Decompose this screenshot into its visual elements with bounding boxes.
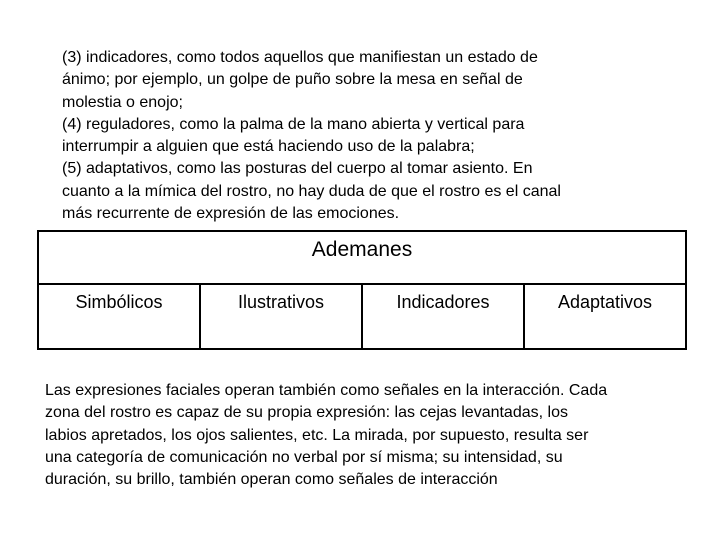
paragraph-line: (3) indicadores, como todos aquellos que manifiestan un estado de [62,49,538,66]
category-adaptativos: Adaptativos [557,292,653,312]
category-simbolicos: Simbólicos [39,285,201,348]
paragraph-line: zona del rostro es capaz de su propia expresión: las cejas levantadas, los [45,404,568,422]
top-paragraph [62,47,561,225]
paragraph-line: interrumpir a alguien que está haciendo uso de la palabra; [62,138,475,156]
paragraph-line: cuanto a la mímica del rostro, no hay duda de que el rostro es el canal [62,182,561,200]
diagram-title: Ademanes [39,232,685,285]
paragraph-line: ánimo; por ejemplo, un golpe de puño sobre la mesa en señal de [62,71,523,89]
paragraph-line: molestia o enojo; [62,93,183,111]
paragraph-line: Las expresiones faciales operan también como señales en la interacción. Cada [45,382,608,399]
ademanes-diagram [37,230,687,350]
category-indicadores: Indicadores [363,285,525,348]
bottom-paragraph [45,380,607,491]
paragraph-line: (4) reguladores, como la palma de la mano abierta y vertical para [62,115,525,133]
category-ilustrativos: Ilustrativos [201,285,363,348]
diagram-categories [39,285,685,348]
paragraph-line: duración, su brillo, también operan como señales de interacción [45,471,498,489]
paragraph-line: labios apretados, los ojos salientes, etc. La mirada, por supuesto, resulta ser [45,426,589,444]
paragraph-line: más recurrente de expresión de las emociones. [62,205,400,223]
paragraph-line: (5) adaptativos, como las posturas del cuerpo al tomar asiento. En [62,160,533,178]
paragraph-line: una categoría de comunicación no verbal por sí misma; su intensidad, su [45,448,563,466]
